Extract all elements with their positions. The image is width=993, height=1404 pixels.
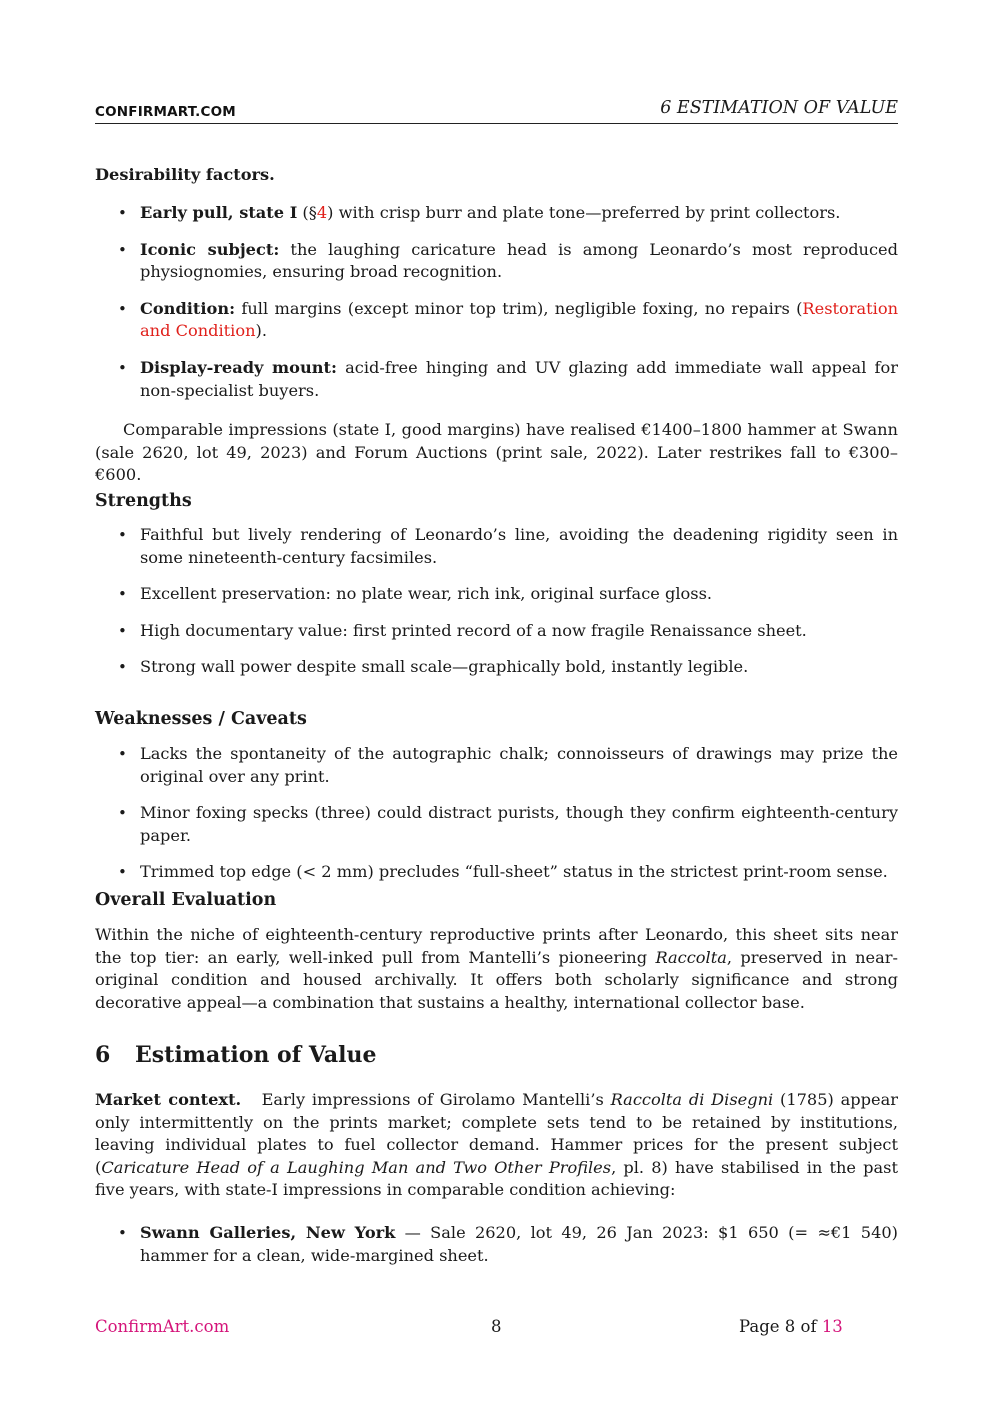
list-item: • Trimmed top edge (< 2 mm) precludes “full-sheet” status in the strictest print-room sense.	[95, 861, 898, 884]
footer-page-number: 8	[491, 1317, 502, 1336]
footer-page-count	[739, 1316, 843, 1339]
weaknesses-heading: Weaknesses / Caveats	[95, 709, 307, 729]
paragraph-text: Early impressions of Girolamo Mantelli’s	[241, 1090, 611, 1109]
item-label: Early pull, state I	[140, 203, 298, 222]
section-6-heading	[95, 1044, 377, 1067]
paragraph-text: , pl. 8) have stabilised in the past five years, with state-I impressions in comparable condition achieving:	[95, 1157, 898, 1200]
list-item: • High documentary value: first printed record of a now fragile Renaissance sheet.	[95, 620, 898, 643]
strengths-list	[95, 524, 898, 679]
restoration-condition-link[interactable]: Restoration and Condition	[140, 298, 898, 341]
list-item: • Excellent preservation: no plate wear, rich ink, original surface gloss.	[95, 583, 898, 606]
list-item	[95, 357, 898, 402]
comparable-paragraph: Comparable impressions (state I, good margins) have realised €1400–1800 hammer at Swann (sale 2620, lot 49, 2023) and Forum Auctions (print sale, 2022). Later restrikes fall to €300–€600.	[95, 420, 898, 485]
item-text: (§	[297, 203, 317, 222]
item-text: acid-free hinging and UV glazing add immediate wall appeal for non-specialist buyers.	[140, 357, 898, 400]
print-title: Caricature Head of a Laughing Man and Two Other Profiles	[101, 1157, 612, 1177]
list-item: • Lacks the spontaneity of the autographic chalk; connoisseurs of drawings may prize the original over any print.	[95, 743, 898, 788]
paragraph-text: (1785) appear only intermittently on the prints market; complete sets tend to be retained by institutions, leaving individual plates to fuel collector demand. Hammer prices for the present subject (	[95, 1090, 898, 1177]
sale-house-label: Swann Galleries, New York	[140, 1223, 396, 1242]
overall-paragraph	[95, 924, 898, 1014]
list-item	[95, 1222, 898, 1267]
paragraph-text: Within the niche of eighteenth-century reproductive prints after Leonardo, this sheet sits near the top tier: an early, well-inked pull from Mantelli’s pioneering	[95, 925, 898, 967]
item-text: ).	[255, 321, 268, 341]
desirability-heading: Desirability factors.	[95, 165, 275, 184]
page-footer	[95, 1316, 898, 1340]
raccolta-di-disegni-title: Raccolta di Disegni	[610, 1090, 774, 1109]
item-label: Display-ready mount:	[140, 357, 337, 377]
running-header	[95, 97, 898, 124]
item-text: ) with crisp burr and plate tone—preferred by print collectors.	[327, 203, 841, 222]
list-item	[95, 298, 898, 343]
sale-text: — Sale 2620, lot 49, 26 Jan 2023: $1 650 (= ≈€1 540) hammer for a clean, wide-margined sheet.	[140, 1223, 898, 1265]
desirability-list	[95, 202, 898, 402]
overall-heading: Overall Evaluation	[95, 890, 277, 910]
item-text: full margins (except minor top trim), negligible foxing, no repairs (	[235, 298, 803, 318]
strengths-heading: Strengths	[95, 491, 192, 511]
list-item	[95, 239, 898, 284]
market-context-paragraph	[95, 1089, 898, 1202]
item-text: the laughing caricature head is among Leonardo’s most reproduced physiognomies, ensuring broad recognition.	[140, 239, 898, 282]
total-pages-link[interactable]: 13	[821, 1317, 843, 1336]
section-ref-link[interactable]: 4	[316, 203, 328, 222]
list-item: • Strong wall power despite small scale—graphically bold, instantly legible.	[95, 656, 898, 679]
list-item: • Minor foxing specks (three) could distract purists, though they confirm eighteenth-century paper.	[95, 802, 898, 847]
market-context-label: Market context.	[95, 1090, 242, 1109]
running-section-title: 6 ESTIMATION OF VALUE	[660, 98, 898, 118]
footer-site-link[interactable]: ConfirmArt.com	[95, 1317, 230, 1336]
page-count-prefix: Page 8 of	[739, 1317, 822, 1336]
paragraph-text: , preserved in near-original condition and housed archivally. It offers both scholarly significance and strong decorative appeal—a combination that sustains a healthy, international collector base.	[95, 947, 898, 1012]
weaknesses-list	[95, 743, 898, 884]
list-item: • Faithful but lively rendering of Leonardo’s line, avoiding the deadening rigidity seen in some nineteenth-century facsimiles.	[95, 524, 898, 569]
confirmart-logo: CONFIRMART.COM	[95, 104, 236, 120]
section-title: Estimation of Value	[135, 1042, 377, 1068]
section-number: 6	[95, 1042, 111, 1068]
sales-list	[95, 1222, 898, 1267]
item-label: Condition:	[140, 298, 236, 318]
item-label: Iconic subject:	[140, 239, 280, 259]
raccolta-title: Raccolta	[655, 947, 727, 967]
list-item	[95, 202, 898, 225]
